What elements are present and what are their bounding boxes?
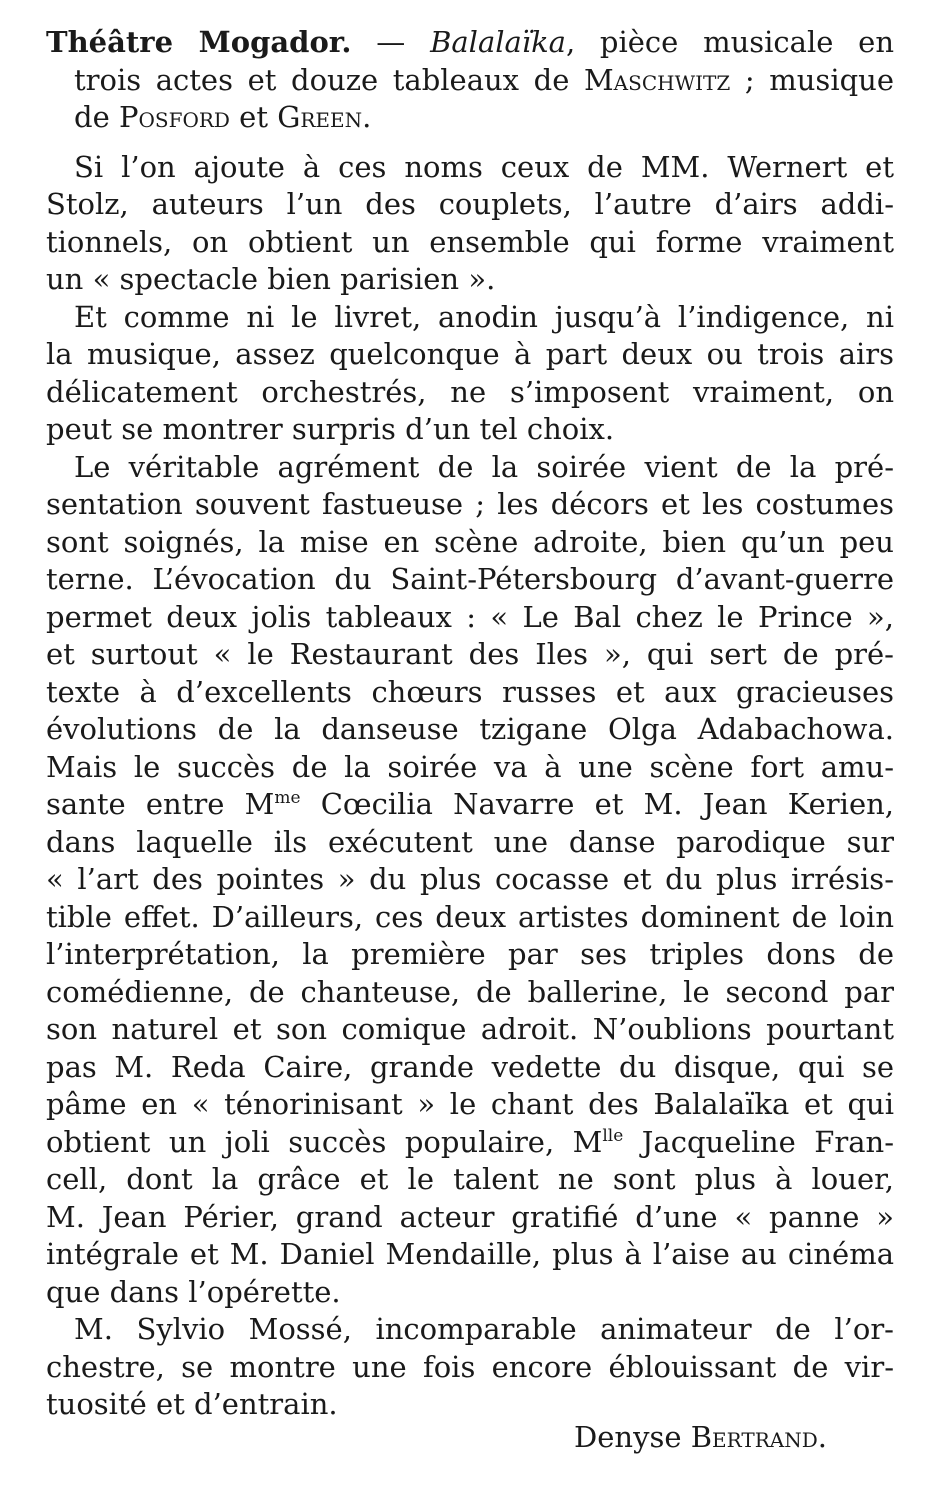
text-line: « l’art des pointes » du plus cocasse et du plus irrésis- (46, 862, 894, 896)
text-line: sont soignés, la mise en scène adroite, bien qu’un peu (46, 524, 894, 559)
signature-end: . (817, 1420, 827, 1454)
text-line: évolutions de la danseuse tzigane Olga Adabachowa. (46, 712, 894, 746)
text-line: son naturel et son comique adroit. N’oublions pourtant (46, 1012, 894, 1046)
text-line: Le véritable agrément de la soirée vient de la pré- (74, 449, 894, 484)
superscript: lle (602, 1125, 624, 1146)
text-line: tuosité et d’entrain. (46, 1387, 338, 1421)
heading-dash: — (351, 25, 431, 59)
superscript: me (274, 788, 301, 808)
text-line: peut se montrer surpris d’un tel choix. (46, 412, 615, 446)
text-line: terne. L’évocation du Saint-Pétersbourg d’avant-guerre (46, 562, 894, 596)
signature-last-name: Bertrand (690, 1420, 818, 1454)
text-line: un « spectacle bien parisien ». (46, 262, 496, 296)
text-line: la musique, assez quelconque à part deux ou trois airs (46, 337, 894, 371)
text-line: chestre, se montre une fois encore éblouissant de vir- (46, 1349, 894, 1384)
text-line: et surtout « le Restaurant des Iles », qui sert de pré- (46, 637, 894, 671)
review-heading (46, 24, 894, 137)
text-line: Stolz, auteurs l’un des couplets, l’autre d’airs addi- (46, 187, 894, 221)
text-run: sante entre M (46, 787, 275, 821)
text-line: intégrale et M. Daniel Mendaille, plus à l’aise au cinéma (46, 1237, 894, 1271)
signature-first-name: Denyse (574, 1420, 691, 1454)
paragraph-4 (46, 1311, 894, 1424)
text-line: pas M. Reda Caire, grande vedette du disque, qui se (46, 1049, 894, 1084)
text-line: que dans l’opérette. (46, 1274, 341, 1309)
heading-line (46, 62, 894, 100)
text-line: dans laquelle ils exécutent une danse parodique sur (46, 824, 894, 859)
heading-line (46, 99, 894, 137)
heading-line (46, 24, 894, 62)
text-line: délicatement orchestrés, ne s’imposent vraiment, on (46, 374, 894, 409)
heading-text: . (362, 100, 372, 134)
composer-name: Green (277, 100, 363, 134)
text-line: texte à d’excellents chœurs russes et aux gracieuses (46, 674, 894, 709)
paragraph-2 (46, 299, 894, 449)
text-line: l’interprétation, la première par ses triples dons de (46, 937, 894, 971)
paragraph-3 (46, 449, 894, 1312)
text-line: sentation souvent fastueuse ; les décors et les costumes (46, 487, 894, 521)
text-run: Cœcilia Navarre et M. Jean Kerien, (300, 787, 894, 821)
text-line (46, 786, 894, 824)
text-run: obtient un joli succès populaire, M (46, 1124, 603, 1159)
composer-name: Posford (118, 100, 230, 134)
heading-text: ; musique (730, 62, 894, 97)
play-title: Balalaïka (430, 25, 566, 59)
text-line: M. Jean Périer, grand acteur gratifié d’une « panne » (46, 1199, 894, 1234)
review-article (46, 24, 894, 1424)
text-line: pâme en « ténorinisant » le chant des Balalaïka et qui (46, 1087, 894, 1121)
text-run: Jacqueline Fran- (623, 1124, 894, 1159)
text-line: permet deux jolis tableaux : « Le Bal chez le Prince », (46, 599, 894, 634)
heading-text: trois actes et douze tableaux de (74, 62, 584, 97)
text-line (46, 1124, 894, 1162)
text-line: M. Sylvio Mossé, incomparable animateur de l’or- (74, 1312, 894, 1346)
theatre-name: Théâtre Mogador. (46, 25, 352, 59)
text-line: tible effet. D’ailleurs, ces deux artistes dominent de loin (46, 899, 894, 934)
heading-text: de (74, 100, 119, 134)
text-line: Mais le succès de la soirée va à une scène fort amu- (46, 749, 894, 784)
author-name: Maschwitz (583, 62, 731, 97)
spacer (46, 137, 894, 149)
text-line: Et comme ni le livret, anodin jusqu’à l’indigence, ni (74, 299, 894, 334)
text-line: cell, dont la grâce et le talent ne sont plus à louer, (46, 1162, 894, 1196)
text-line: comédienne, de chanteuse, de ballerine, le second par (46, 974, 894, 1009)
text-line: tionnels, on obtient un ensemble qui forme vraiment (46, 224, 894, 259)
heading-text: et (229, 100, 278, 134)
text-line: Si l’on ajoute à ces noms ceux de MM. Wernert et (74, 149, 894, 184)
author-signature (574, 1419, 827, 1457)
paragraph-1 (46, 149, 894, 299)
heading-text: , pièce musicale en (565, 25, 894, 59)
